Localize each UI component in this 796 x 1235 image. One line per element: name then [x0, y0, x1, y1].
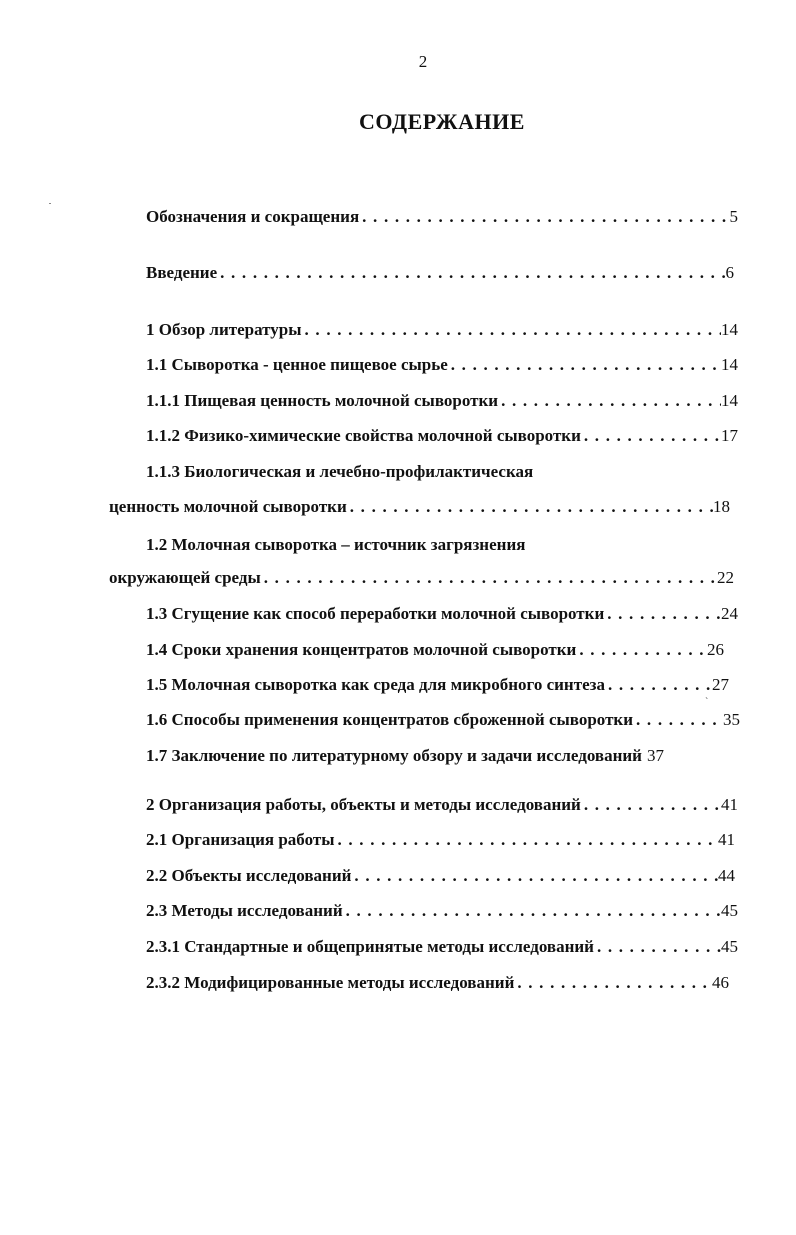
dot-leader: [594, 937, 721, 957]
page-title: СОДЕРЖАНИЕ: [359, 109, 525, 134]
dot-leader: [576, 640, 707, 660]
toc-entry-title: 1.7 Заключение по литературному обзору и задачи исследований: [146, 746, 642, 765]
toc-entry-page: 24: [721, 604, 738, 623]
toc-entry[interactable]: [146, 830, 735, 856]
toc-entry-page: 5: [729, 207, 738, 226]
dot-leader: [605, 675, 712, 695]
dot-leader: [359, 207, 729, 227]
dot-leader: [448, 355, 721, 375]
toc-entry-title-line1: 1.1.3 Биологическая и лечебно-профилактическая: [146, 462, 534, 481]
toc-entry-page: 35: [723, 710, 740, 729]
toc-entry-title: 1 Обзор литературы: [146, 320, 302, 339]
scan-speck: [49, 203, 51, 204]
toc-entry-title: 2.3 Методы исследований: [146, 901, 343, 920]
toc-entry[interactable]: [146, 391, 738, 417]
toc-entry-page: 41: [721, 795, 738, 814]
toc-entry[interactable]: [146, 866, 735, 892]
dot-leader: [581, 795, 721, 815]
toc-entry-title: 2 Организация работы, объекты и методы исследований: [146, 795, 581, 814]
dot-leader: [633, 710, 723, 730]
toc-entry[interactable]: [146, 746, 740, 772]
toc-entry-page: 14: [721, 391, 738, 410]
toc-entry-title: 1.1.2 Физико-химические свойства молочной сыворотки: [146, 426, 581, 445]
toc-entry-page: 27: [712, 675, 729, 694]
toc-entry[interactable]: [146, 937, 738, 963]
toc-entry-page: 22: [717, 568, 734, 587]
toc-entry-title: 1.1 Сыворотка - ценное пищевое сырье: [146, 355, 448, 374]
toc-entry-title: 1.3 Сгущение как способ переработки молочной сыворотки: [146, 604, 605, 623]
dot-leader: [335, 830, 719, 850]
toc-entry[interactable]: [146, 604, 738, 630]
dot-leader: [347, 497, 713, 517]
toc-entry-page: 45: [721, 901, 738, 920]
dot-leader: [581, 426, 721, 446]
toc-entry[interactable]: [146, 355, 738, 381]
toc-entry-title: окружающей среды: [109, 568, 261, 587]
toc-entry-title-line1: 1.2 Молочная сыворотка – источник загрязнения: [146, 535, 526, 554]
dot-leader: [302, 320, 721, 340]
toc-entry-page: 14: [721, 355, 738, 374]
toc-entry[interactable]: [146, 710, 740, 736]
toc-entry-title: 2.2 Объекты исследований: [146, 866, 352, 885]
toc-entry-page: 41: [718, 830, 735, 849]
toc-entry[interactable]: [146, 973, 729, 999]
toc-entry[interactable]: [146, 675, 729, 701]
toc-entry-title: 2.3.1 Стандартные и общепринятые методы исследований: [146, 937, 594, 956]
scan-mark: `: [705, 697, 709, 708]
dot-leader: [261, 568, 717, 588]
toc-entry-title: 2.1 Организация работы: [146, 830, 335, 849]
page-number: 2: [418, 52, 428, 71]
dot-leader: [343, 901, 721, 921]
toc-entry-page: 18: [713, 497, 730, 516]
toc-entry-title: Обозначения и сокращения: [146, 207, 360, 226]
toc-entry[interactable]: [109, 497, 730, 523]
toc-entry-title: ценность молочной сыворотки: [109, 497, 347, 516]
toc-entry[interactable]: [146, 426, 738, 452]
toc-entry-page: 44: [718, 866, 735, 885]
toc-entry[interactable]: [146, 207, 738, 233]
toc-entry-title: 1.6 Способы применения концентратов сброженной сыворотки: [146, 710, 634, 729]
dot-leader: [604, 604, 721, 624]
toc-entry-title: 1.1.1 Пищевая ценность молочной сыворотки: [146, 391, 499, 410]
toc-entry-title: 1.5 Молочная сыворотка как среда для микробного синтеза: [146, 675, 605, 694]
toc-entry-page: 6: [725, 263, 734, 282]
toc-entry[interactable]: [109, 568, 734, 594]
toc-entry[interactable]: [146, 795, 738, 821]
dot-leader: [498, 391, 721, 411]
toc-entry-page: 46: [712, 973, 729, 992]
toc-entry-page: 26: [707, 640, 724, 659]
toc-entry-page: 45: [721, 937, 738, 956]
dot-leader: [217, 263, 725, 283]
toc-entry[interactable]: [146, 640, 724, 666]
dot-leader: [514, 973, 712, 993]
toc-entry[interactable]: [146, 263, 734, 289]
toc-entry-title: 1.4 Сроки хранения концентратов молочной сыворотки: [146, 640, 577, 659]
toc-entry-title: 2.3.2 Модифицированные методы исследований: [146, 973, 515, 992]
toc-entry[interactable]: [146, 901, 738, 927]
toc-entry-page: 37: [646, 746, 664, 765]
toc-entry-page: 14: [721, 320, 738, 339]
toc-entry[interactable]: [146, 320, 738, 346]
dot-leader: [351, 866, 718, 886]
toc-entry-title: Введение: [146, 263, 218, 282]
toc-entry-page: 17: [721, 426, 738, 445]
